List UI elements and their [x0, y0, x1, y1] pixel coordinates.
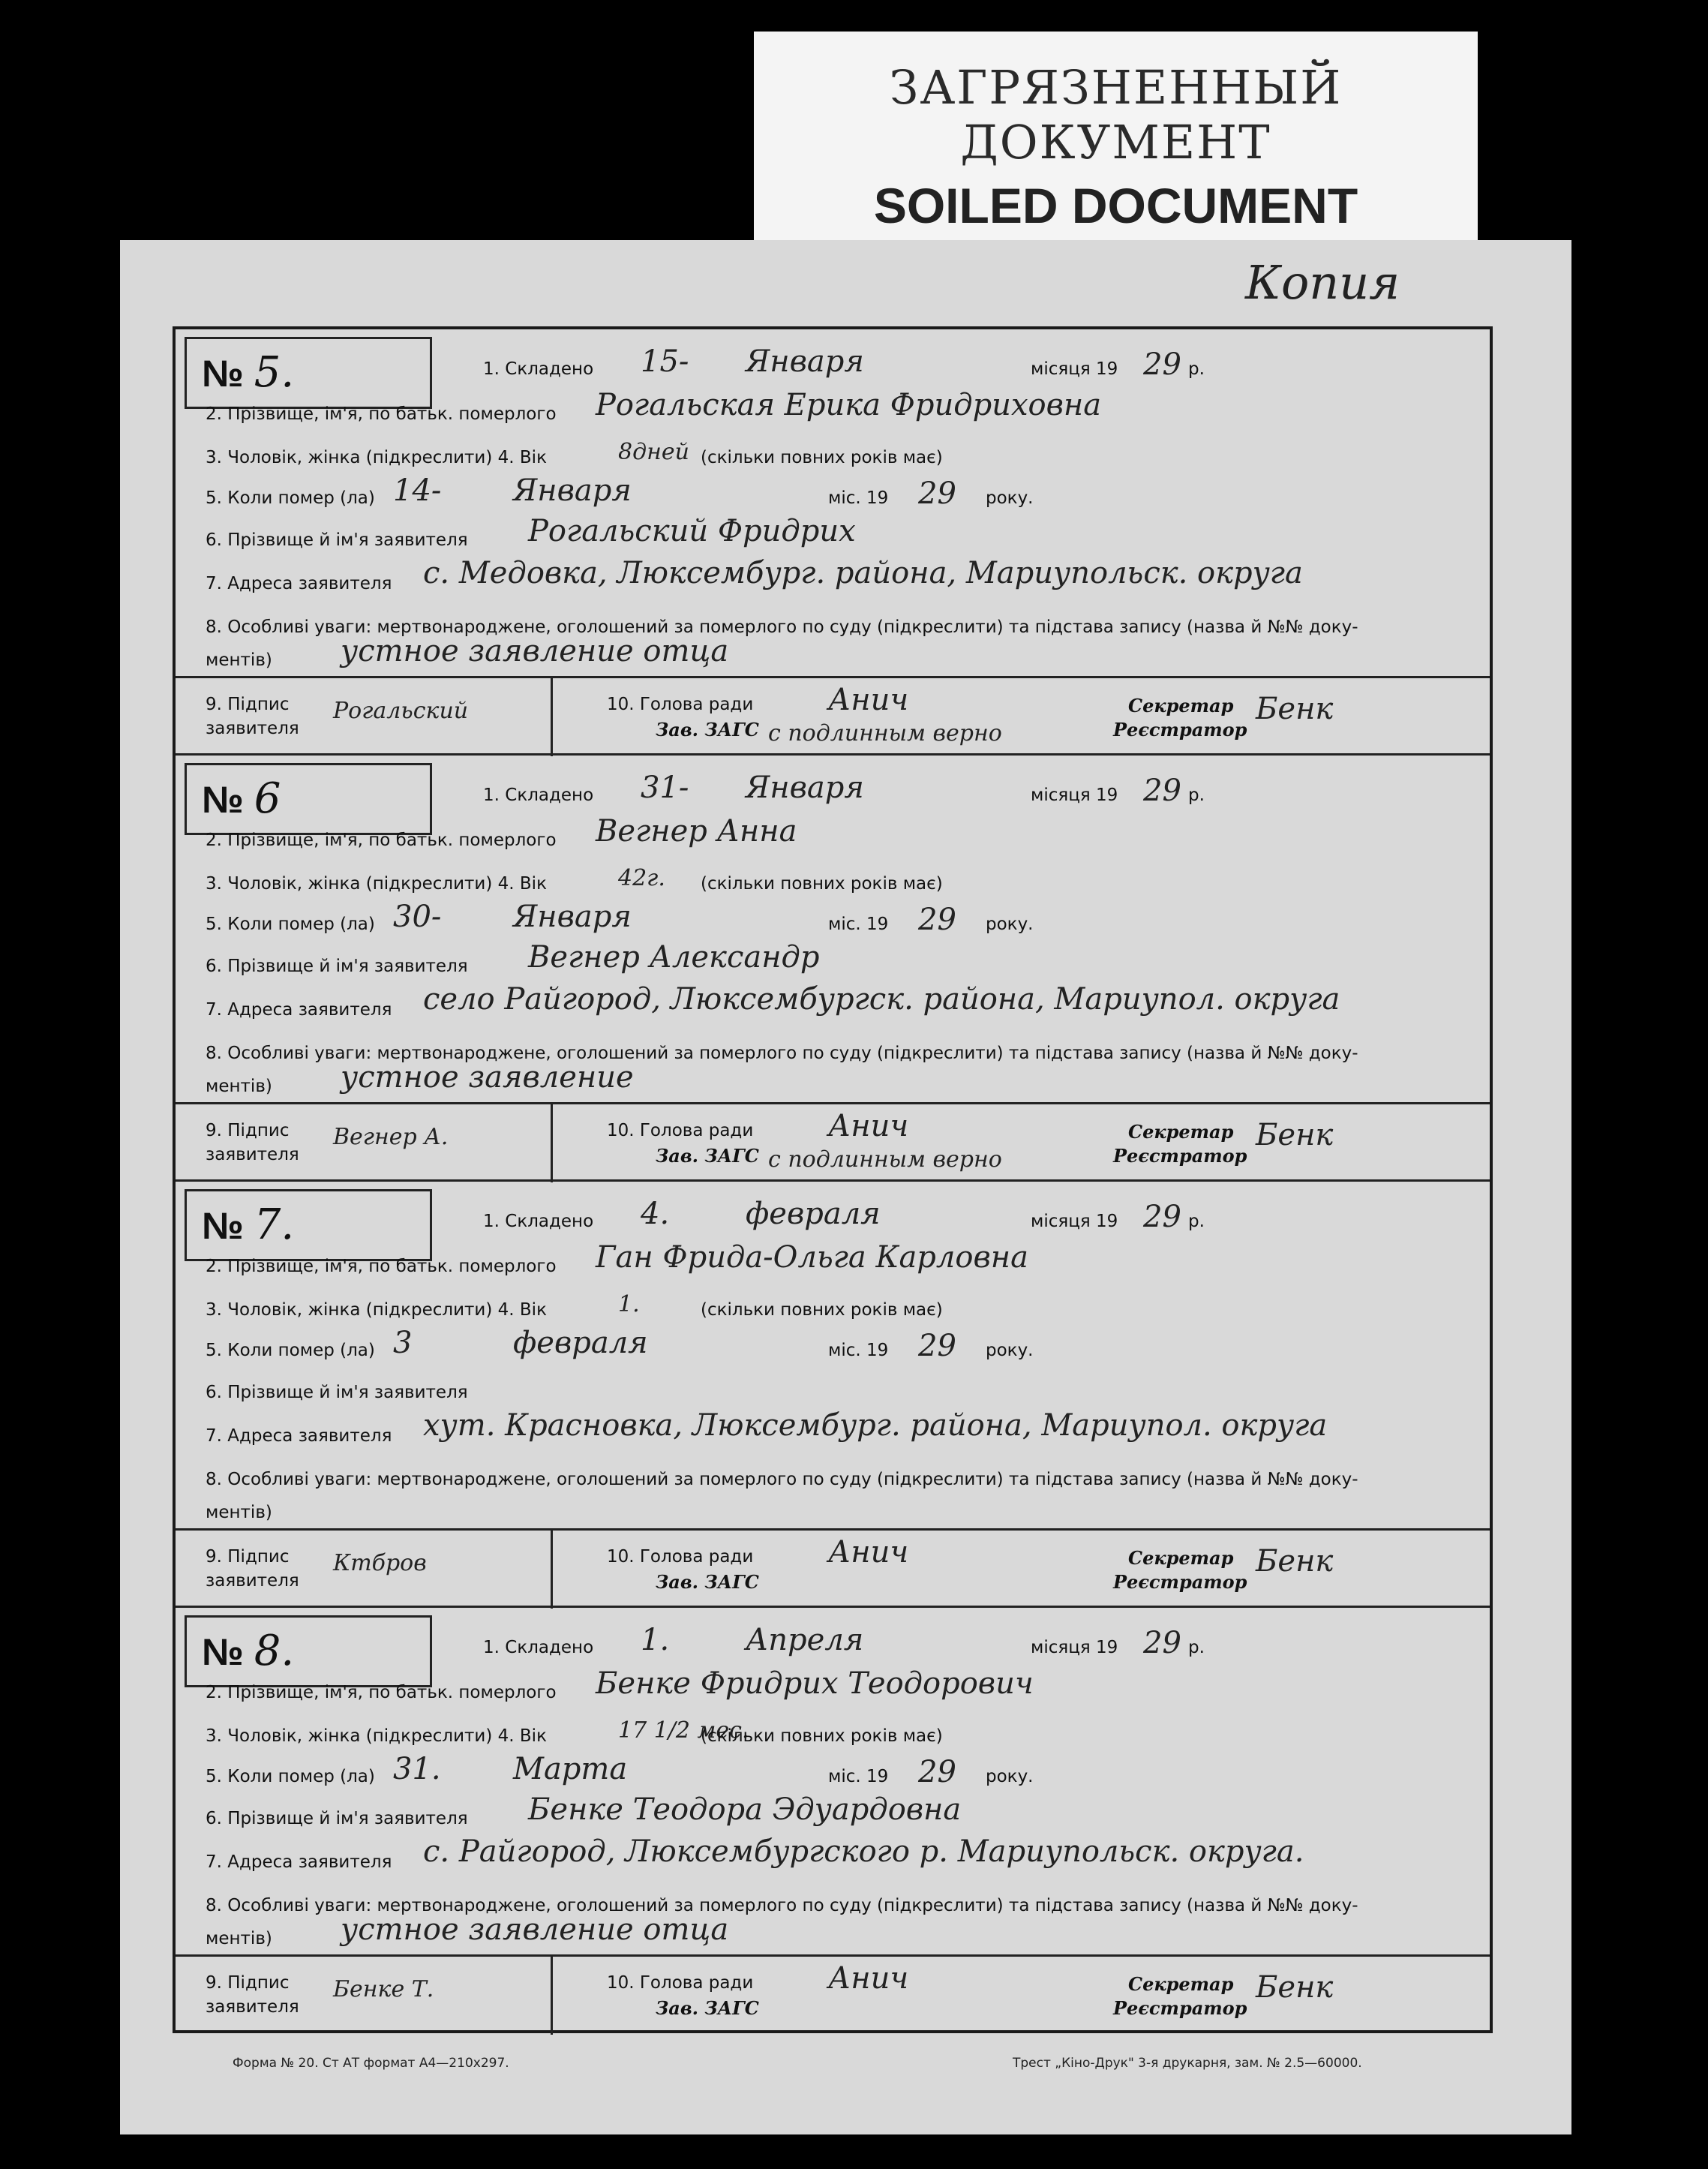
death-year: 29: [918, 1329, 956, 1363]
registrar-label: Реєстратор: [1113, 1571, 1247, 1593]
applicant-signature: Рогальский: [333, 698, 469, 724]
soiled-document-stamp: [754, 32, 1478, 240]
address-label: 7. Адреса заявителя: [206, 1852, 392, 1872]
secretary-signature: Бенк: [1256, 1970, 1334, 2005]
applicant-signature: Вегнер А.: [333, 1124, 449, 1150]
head-label-1: 10. Голова ради: [607, 695, 754, 714]
composed-day: 1.: [641, 1623, 670, 1657]
composed-year: 29: [1143, 1200, 1181, 1234]
mis-label: міс. 19: [828, 488, 889, 508]
year-suffix: р.: [1188, 359, 1205, 379]
registrar-label: Реєстратор: [1113, 719, 1247, 741]
notes-label: 8. Особливі уваги: мертвонароджене, оголошений за померлого по суду (підкреслити) та підстава запису (назва й №№ доку-: [206, 1044, 1358, 1063]
head-label-2: Зав. ЗАГС: [656, 719, 759, 741]
number-sign: №: [202, 1205, 244, 1247]
signature-row: [176, 676, 1490, 756]
record-number-box: [185, 1189, 432, 1261]
month-label: місяця 19: [1031, 1212, 1118, 1231]
composed-month: Апреля: [746, 1623, 864, 1657]
signature-row: [176, 1954, 1490, 2035]
head-label-2: Зав. ЗАГС: [656, 1997, 759, 2019]
number-sign: №: [202, 1631, 244, 1673]
footer-printer-info: Трест „Кіно-Друк" 3-я друкарня, зам. № 2.5—60000.: [1013, 2056, 1362, 2071]
applicant-label: 6. Прізвище й ім'я заявителя: [206, 1383, 468, 1402]
roku-label: року.: [986, 1767, 1034, 1786]
deceased-name: Вегнер Анна: [596, 814, 797, 849]
applicant-address: село Райгород, Люксембургск. района, Мариупол. округа: [423, 982, 1340, 1017]
mis-label: міс. 19: [828, 915, 889, 934]
number-sign: №: [202, 779, 244, 821]
full-years-label: (скільки повних років має): [701, 448, 943, 467]
sex-age-label: 3. Чоловік, жінка (підкреслити) 4. Вік: [206, 1726, 547, 1746]
signature-row: [176, 1528, 1490, 1609]
secretary-label: Секретар: [1128, 695, 1234, 716]
registrar-label: Реєстратор: [1113, 1145, 1247, 1167]
death-year: 29: [918, 1755, 956, 1789]
divider: [551, 1104, 553, 1182]
address-label: 7. Адреса заявителя: [206, 1426, 392, 1446]
record-basis: устное заявление отца: [341, 1912, 729, 1947]
sign-label-1: 9. Підпис: [206, 695, 290, 714]
composed-day: 15-: [641, 344, 689, 379]
death-day: 3: [393, 1326, 413, 1360]
sign-label-2: заявителя: [206, 1145, 299, 1164]
footer-form-info: Форма № 20. Ст АТ формат A4—210x297.: [233, 2056, 509, 2071]
death-month: февраля: [513, 1326, 648, 1360]
record-number-box: [185, 337, 432, 409]
signature-row: [176, 1102, 1490, 1182]
sign-label-2: заявителя: [206, 1997, 299, 2017]
composed-label: 1. Складено: [483, 786, 594, 805]
death-record: [176, 1608, 1490, 2034]
head-label-1: 10. Голова ради: [607, 1547, 754, 1567]
deceased-name: Бенке Фридрих Теодорович: [596, 1666, 1034, 1701]
secretary-label: Секретар: [1128, 1973, 1234, 1995]
secretary-label: Секретар: [1128, 1121, 1234, 1143]
applicant-signature: Ктбров: [333, 1550, 427, 1576]
notes-label: 8. Особливі уваги: мертвонароджене, оголошений за померлого по суду (підкреслити) та підстава запису (назва й №№ доку-: [206, 1470, 1358, 1489]
composed-day: 31-: [641, 771, 689, 805]
applicant-signature: Бенке Т.: [333, 1976, 434, 2002]
applicant-name: Бенке Теодора Эдуардовна: [528, 1792, 962, 1827]
record-number: 7.: [254, 1200, 295, 1249]
docs-label: ментів): [206, 650, 272, 670]
composed-day: 4.: [641, 1197, 670, 1231]
died-label: 5. Коли помер (ла): [206, 488, 375, 508]
head-signature: Анич: [828, 1961, 909, 1996]
month-label: місяця 19: [1031, 1638, 1118, 1657]
death-year: 29: [918, 476, 956, 511]
record-number-box: [185, 1615, 432, 1687]
copy-certification: с подлинным верно: [768, 1146, 1002, 1173]
year-suffix: р.: [1188, 1638, 1205, 1657]
record-basis: устное заявление отца: [341, 634, 729, 668]
head-label-1: 10. Голова ради: [607, 1121, 754, 1140]
surname-label: 2. Прізвище, ім'я, по батьк. померлого: [206, 831, 557, 850]
copy-annotation: Копия: [1245, 255, 1400, 310]
full-years-label: (скільки повних років має): [701, 1726, 943, 1746]
death-day: 31.: [393, 1752, 441, 1786]
death-day: 30-: [393, 900, 442, 934]
stamp-line-ru: ЗАГРЯЗНЕННЫЙ ДОКУМЕНТ: [889, 60, 1343, 170]
notes-label: 8. Особливі уваги: мертвонароджене, оголошений за померлого по суду (підкреслити) та підстава запису (назва й №№ доку-: [206, 1896, 1358, 1915]
secretary-signature: Бенк: [1256, 692, 1334, 726]
deceased-name: Ган Фрида-Ольга Карловна: [596, 1240, 1028, 1275]
deceased-age: 42г.: [618, 865, 665, 891]
death-year: 29: [918, 903, 956, 937]
docs-label: ментів): [206, 1077, 272, 1096]
record-number: 5.: [254, 348, 295, 397]
composed-label: 1. Складено: [483, 1638, 594, 1657]
died-label: 5. Коли помер (ла): [206, 1767, 375, 1786]
month-label: місяця 19: [1031, 786, 1118, 805]
roku-label: року.: [986, 915, 1034, 934]
divider: [551, 1957, 553, 2035]
secretary-signature: Бенк: [1256, 1544, 1334, 1579]
year-suffix: р.: [1188, 1212, 1205, 1231]
applicant-address: хут. Красновка, Люксембург. района, Мариупол. округа: [423, 1408, 1328, 1443]
sign-label-1: 9. Підпис: [206, 1973, 290, 1993]
copy-certification: с подлинным верно: [768, 720, 1002, 747]
surname-label: 2. Прізвище, ім'я, по батьк. померлого: [206, 1257, 557, 1276]
secretary-label: Секретар: [1128, 1547, 1234, 1569]
surname-label: 2. Прізвище, ім'я, по батьк. померлого: [206, 1683, 557, 1702]
sex-age-label: 3. Чоловік, жінка (підкреслити) 4. Вік: [206, 874, 547, 894]
sign-label-2: заявителя: [206, 719, 299, 738]
composed-year: 29: [1143, 774, 1181, 808]
composed-label: 1. Складено: [483, 1212, 594, 1231]
sign-label-1: 9. Підпис: [206, 1121, 290, 1140]
year-suffix: р.: [1188, 786, 1205, 805]
applicant-label: 6. Прізвище й ім'я заявителя: [206, 1809, 468, 1828]
mis-label: міс. 19: [828, 1767, 889, 1786]
head-label-2: Зав. ЗАГС: [656, 1145, 759, 1167]
death-records-form: [173, 326, 1493, 2033]
applicant-address: с. Райгород, Люксембургского р. Мариупольск. округа.: [423, 1834, 1304, 1869]
died-label: 5. Коли помер (ла): [206, 1341, 375, 1360]
head-signature: Анич: [828, 1109, 909, 1143]
sign-label-1: 9. Підпис: [206, 1547, 290, 1567]
sign-label-2: заявителя: [206, 1571, 299, 1591]
month-label: місяця 19: [1031, 359, 1118, 379]
stamp-line-en: SOILED DOCUMENT: [873, 178, 1358, 233]
composed-month: Января: [746, 771, 864, 805]
address-label: 7. Адреса заявителя: [206, 1000, 392, 1020]
composed-year: 29: [1143, 347, 1181, 382]
docs-label: ментів): [206, 1929, 272, 1948]
death-month: Марта: [513, 1752, 628, 1786]
sex-age-label: 3. Чоловік, жінка (підкреслити) 4. Вік: [206, 448, 547, 467]
record-number-box: [185, 763, 432, 835]
roku-label: року.: [986, 488, 1034, 508]
head-label-1: 10. Голова ради: [607, 1973, 754, 1993]
divider: [551, 678, 553, 756]
applicant-label: 6. Прізвище й ім'я заявителя: [206, 957, 468, 976]
applicant-name: Вегнер Александр: [528, 940, 820, 975]
full-years-label: (скільки повних років має): [701, 1300, 943, 1320]
roku-label: року.: [986, 1341, 1034, 1360]
applicant-label: 6. Прізвище й ім'я заявителя: [206, 530, 468, 550]
composed-month: февраля: [746, 1197, 881, 1231]
death-record: [176, 329, 1490, 756]
record-number: 8.: [254, 1627, 295, 1675]
death-record: [176, 1182, 1490, 1608]
deceased-age: 17 1/2 мес.: [618, 1717, 749, 1744]
divider: [551, 1531, 553, 1609]
head-signature: Анич: [828, 683, 909, 717]
record-basis: устное заявление: [341, 1060, 634, 1095]
applicant-name: Рогальский Фридрих: [528, 514, 856, 548]
died-label: 5. Коли помер (ла): [206, 915, 375, 934]
registrar-label: Реєстратор: [1113, 1997, 1247, 2019]
death-month: Января: [513, 473, 632, 508]
death-record: [176, 756, 1490, 1182]
composed-month: Января: [746, 344, 864, 379]
head-label-2: Зав. ЗАГС: [656, 1571, 759, 1593]
surname-label: 2. Прізвище, ім'я, по батьк. померлого: [206, 404, 557, 424]
docs-label: ментів): [206, 1503, 272, 1522]
deceased-age: 8дней: [618, 439, 689, 465]
death-day: 14-: [393, 473, 442, 508]
mis-label: міс. 19: [828, 1341, 889, 1360]
applicant-address: с. Медовка, Люксембург. района, Мариупольск. округа: [423, 556, 1303, 590]
composed-year: 29: [1143, 1626, 1181, 1660]
number-sign: №: [202, 353, 244, 395]
head-signature: Анич: [828, 1535, 909, 1570]
death-month: Января: [513, 900, 632, 934]
record-number: 6: [254, 774, 281, 823]
secretary-signature: Бенк: [1256, 1118, 1334, 1152]
composed-label: 1. Складено: [483, 359, 594, 379]
deceased-age: 1.: [618, 1291, 640, 1317]
sex-age-label: 3. Чоловік, жінка (підкреслити) 4. Вік: [206, 1300, 547, 1320]
full-years-label: (скільки повних років має): [701, 874, 943, 894]
deceased-name: Рогальская Ерика Фридриховна: [596, 388, 1102, 422]
notes-label: 8. Особливі уваги: мертвонароджене, оголошений за померлого по суду (підкреслити) та підстава запису (назва й №№ доку-: [206, 617, 1358, 637]
address-label: 7. Адреса заявителя: [206, 574, 392, 593]
